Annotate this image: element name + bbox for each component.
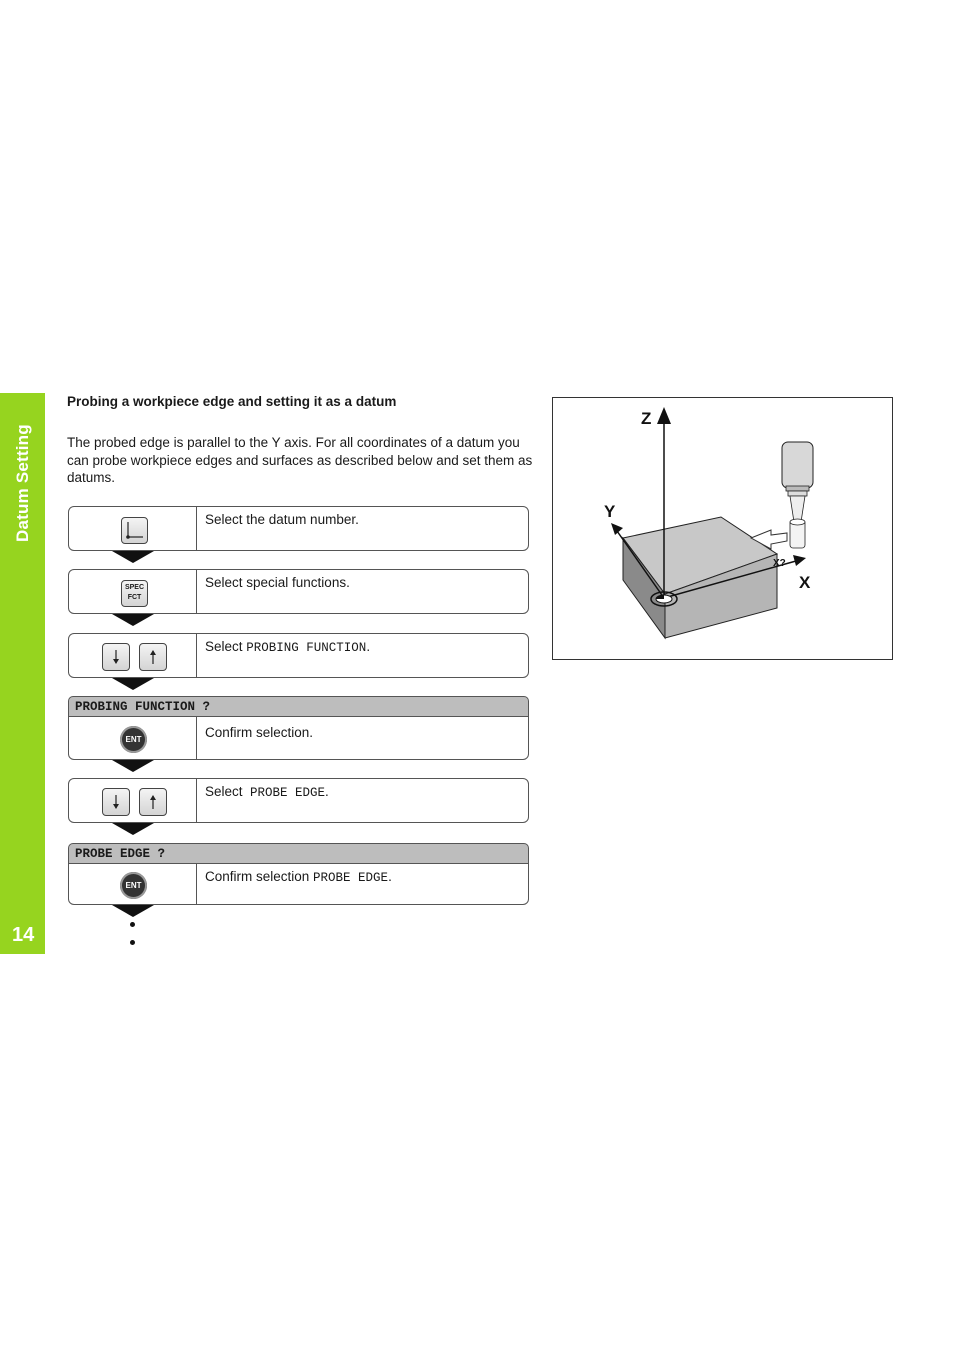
step-special-functions bbox=[68, 569, 529, 614]
datum-icon bbox=[122, 518, 147, 543]
axis-x-label: X bbox=[799, 573, 811, 592]
step-confirm-selection bbox=[68, 716, 529, 760]
arrow-up-key[interactable] bbox=[139, 788, 167, 816]
flow-arrow bbox=[112, 905, 154, 917]
step-text: Select PROBE EDGE. bbox=[205, 784, 329, 800]
display-prompt: PROBING FUNCTION ? bbox=[68, 696, 529, 717]
page-number: 14 bbox=[12, 924, 35, 946]
flow-arrow bbox=[112, 551, 154, 563]
step-text: Select special functions. bbox=[205, 575, 350, 590]
step-select-datum bbox=[68, 506, 529, 551]
arrow-up-icon bbox=[140, 644, 166, 670]
continuation-dot bbox=[130, 922, 135, 927]
continuation-dot bbox=[130, 940, 135, 945]
ent-key[interactable]: ENT bbox=[120, 726, 147, 753]
probe-direction-label: X? bbox=[773, 558, 786, 569]
flow-arrow bbox=[112, 678, 154, 690]
datum-key[interactable] bbox=[121, 517, 148, 544]
display-prompt: PROBE EDGE ? bbox=[68, 843, 529, 864]
arrow-down-icon bbox=[103, 644, 129, 670]
flow-arrow bbox=[112, 760, 154, 772]
spec-fct-key[interactable]: SPEC FCT bbox=[121, 580, 148, 607]
intro-paragraph: The probed edge is parallel to the Y axis. For all coordinates of a datum you can probe workpiece edges and surfaces as described below and set them as datums. bbox=[67, 435, 533, 485]
axis-z-label: Z bbox=[641, 409, 652, 428]
workpiece-diagram bbox=[553, 398, 892, 659]
ent-key[interactable]: ENT bbox=[120, 872, 147, 899]
step-text: Confirm selection. bbox=[205, 725, 314, 740]
axis-y-label: Y bbox=[604, 502, 616, 521]
section-heading: Probing a workpiece edge and setting it as a datum bbox=[67, 394, 397, 409]
flow-arrow bbox=[112, 614, 154, 626]
arrow-down-key[interactable] bbox=[102, 643, 130, 671]
step-select-probe-edge bbox=[68, 778, 529, 823]
step-text: Select the datum number. bbox=[205, 512, 359, 527]
arrow-up-icon bbox=[140, 789, 166, 815]
step-confirm-probe-edge bbox=[68, 863, 529, 905]
step-select-probing-function bbox=[68, 633, 529, 678]
arrow-up-key[interactable] bbox=[139, 643, 167, 671]
probe-edge-figure bbox=[552, 397, 893, 660]
flow-arrow bbox=[112, 823, 154, 835]
step-text: Confirm selection PROBE EDGE. bbox=[205, 869, 392, 885]
arrow-down-icon bbox=[103, 789, 129, 815]
step-text: Select PROBING FUNCTION. bbox=[205, 639, 371, 655]
arrow-down-key[interactable] bbox=[102, 788, 130, 816]
